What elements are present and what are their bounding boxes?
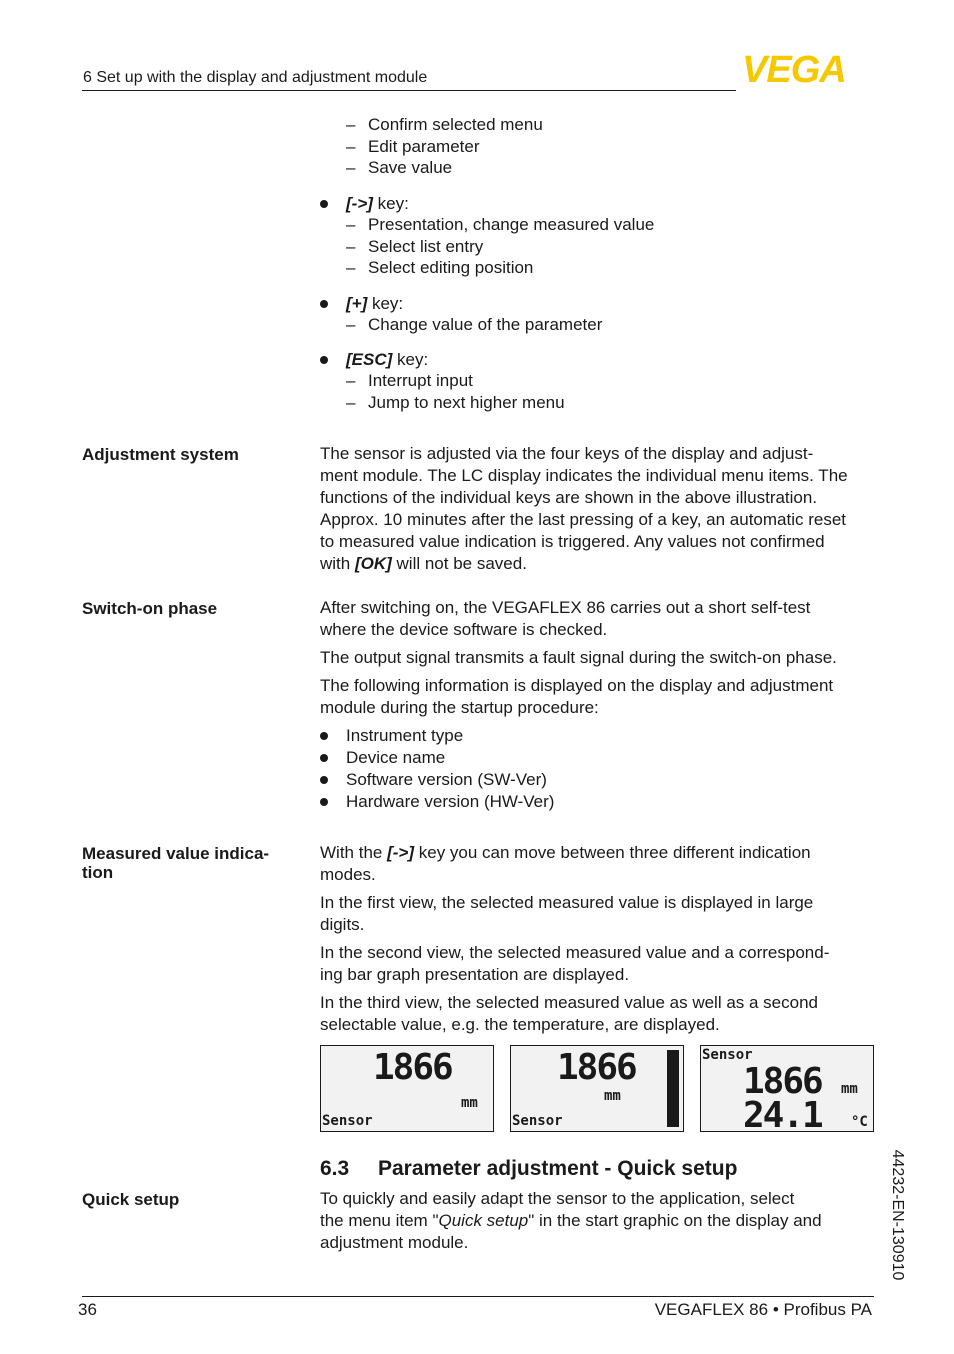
display-view-large-digits: [320, 1045, 494, 1132]
unit: mm: [461, 1095, 478, 1111]
display-view-two-values: [700, 1045, 874, 1136]
quick-setup-label: Quick setup: [82, 1190, 180, 1209]
switch-on-phase-text: After switching on, the VEGAFLEX 86 carries out a short self-test where the device software is checked. The output signal transmits a fault signal during the switch-on phase. The following information is displayed on the display and adjustment module during the startup procedure:: [320, 598, 837, 717]
secondary-value: 24.1: [743, 1095, 822, 1136]
measured-value: 1866: [373, 1047, 452, 1088]
svg-text:VEGA: VEGA: [742, 50, 846, 86]
adjustment-system-label: Adjustment system: [82, 445, 239, 464]
list-item: – Jump to next higher menu: [346, 392, 565, 414]
header-rule: [82, 90, 736, 91]
secondary-unit: °C: [851, 1114, 868, 1130]
list-item: – Confirm selected menu: [346, 114, 543, 136]
adjustment-system-text: The sensor is adjusted via the four keys of the display and adjust- ment module. The LC display indicates the individual menu items. The functions of the individual keys are shown in the above illustration. Approx. 10 minutes after the last pressing of a key, an automatic reset to measured value indication is triggered. Any values not confirmed with [OK] will not be saved.: [320, 444, 848, 573]
arrow-key-functions: [346, 214, 654, 279]
section-heading: 6.3 Parameter adjustment - Quick setup: [320, 1157, 738, 1180]
list-item: Device name: [320, 747, 554, 769]
unit: mm: [604, 1088, 621, 1104]
header-section-title: 6 Set up with the display and adjustment module: [83, 69, 428, 86]
measured-value: 1866: [743, 1061, 822, 1102]
document-code: 44232-EN-130910: [889, 1149, 906, 1281]
list-item: – Select list entry: [346, 236, 654, 258]
key-name: [->]: [346, 194, 373, 213]
bullet-icon: [320, 300, 328, 308]
key-name: [ESC]: [346, 350, 393, 369]
footer-product: VEGAFLEX 86 • Profibus PA: [654, 1300, 872, 1319]
measured-value-text: With the [->] key you can move between three different indication modes. In the first view, the selected measured value is displayed in large digits. In the second view, the selected measured value and a correspond- ing bar graph presentation are displayed. In the third view, the selected measured value as well as a second selectable value, e.g. the temperature, are displayed.: [320, 843, 830, 1034]
list-item: Hardware version (HW-Ver): [320, 791, 554, 813]
sensor-label: Sensor: [322, 1113, 373, 1129]
footer-rule: [82, 1296, 874, 1297]
switch-on-phase-label: Switch-on phase: [82, 599, 218, 618]
display-view-bar-graph: [510, 1045, 684, 1132]
sensor-label: Sensor: [702, 1047, 753, 1063]
list-item: – Select editing position: [346, 257, 654, 279]
esc-key-functions: [346, 370, 565, 413]
list-item: – Interrupt input: [346, 370, 565, 392]
ok-key-functions: [346, 114, 543, 179]
sensor-label: Sensor: [512, 1113, 563, 1129]
bullet-icon: [320, 798, 328, 806]
quick-setup-text: To quickly and easily adapt the sensor to the application, select the menu item "Quick setup" in the start graphic on the display and adjustment module.: [320, 1189, 822, 1252]
list-item: – Edit parameter: [346, 136, 543, 158]
startup-info-list: [320, 725, 554, 813]
list-item: Instrument type: [320, 725, 554, 747]
list-item: Software version (SW-Ver): [320, 769, 554, 791]
key-name: [->]: [387, 843, 415, 862]
bullet-icon: [320, 732, 328, 740]
key-name: [OK]: [354, 554, 392, 573]
list-item: – Presentation, change measured value: [346, 214, 654, 236]
bullet-icon: [320, 754, 328, 762]
bullet-icon: [320, 356, 328, 364]
measured-value-label: Measured value indica- tion: [82, 844, 270, 882]
list-item: – Change value of the parameter: [346, 314, 602, 336]
key-name: [+]: [346, 294, 368, 313]
bullet-icon: [320, 200, 328, 208]
page-number: 36: [78, 1300, 97, 1319]
bar-graph: [667, 1050, 679, 1127]
bullet-icon: [320, 776, 328, 784]
plus-key-functions: [346, 314, 602, 336]
list-item: – Save value: [346, 157, 543, 179]
measured-value: 1866: [557, 1047, 636, 1088]
vega-logo: [742, 50, 874, 86]
unit: mm: [841, 1081, 858, 1097]
